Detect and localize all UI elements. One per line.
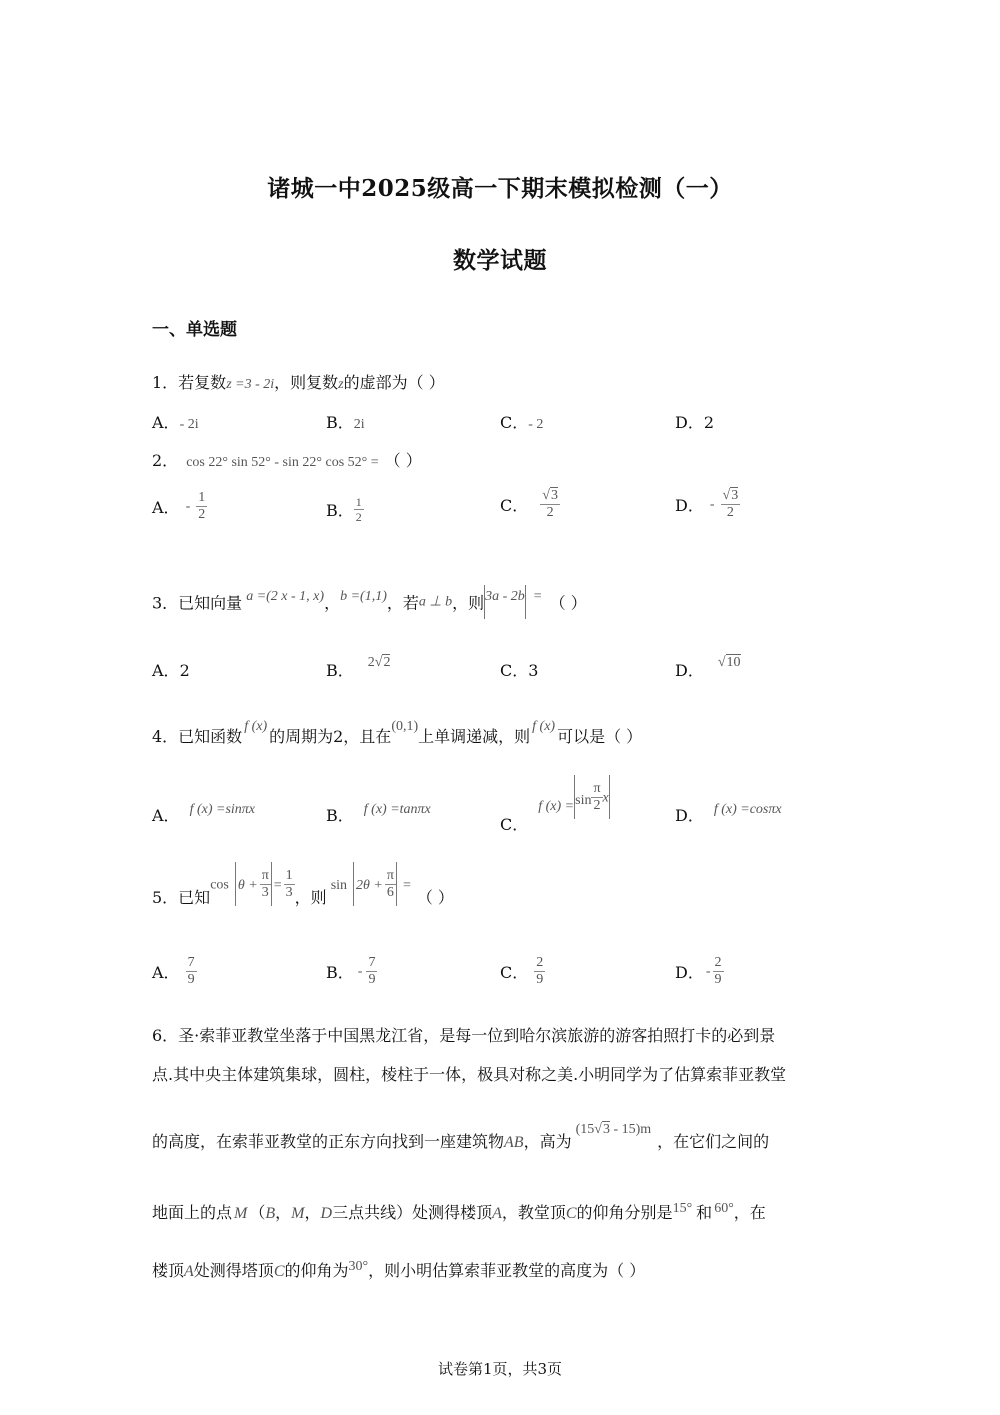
q1-var: z [338, 377, 344, 392]
question-4: 4．已知函数f (x)的周期为2，且在(0,1)上单调递减，则f (x)可以是（ ） [152, 719, 643, 746]
q5-option-d: D． - $\frac{2}{9}$ [675, 955, 722, 987]
q5-option-b: B． - $\frac{7}{9}$ [326, 955, 376, 987]
q1-option-d: D．2 [675, 413, 715, 432]
vector-b: b =(1,1) [340, 589, 387, 605]
question-3: 3．已知向量 a =(2 x - 1, x)，b =(1,1)，若a ⊥ b，则3a - 2b = （ ） [152, 585, 587, 619]
vector-a: a =(2 x - 1, x) [246, 589, 325, 605]
q2-option-b: B． $\frac{1}{2}$ [326, 495, 362, 524]
q1-mid: ，则复数 [274, 373, 339, 392]
q6-line-3: 的高度，在索菲亚教堂的正东方向找到一座建筑物AB，高为(15√3 - 15)m，在它们之间的 [152, 1122, 770, 1151]
q5-option-c: C． $\frac{2}{9}$ [500, 955, 544, 987]
q4-fx: f (x) [244, 719, 268, 734]
q4-option-a: A． f (x) =sinπx [152, 802, 256, 825]
q2-expr: cos 22° sin 52° - sin 22° cos 52° = [186, 455, 379, 470]
exam-title: 诸城一中2025级高一下期末模拟检测（一） [267, 175, 733, 202]
q6-line-4: 地面上的点 M （B，M，D三点共线）处测得楼顶A，教堂顶C的仰角分别是15° 和 60°，在 [152, 1201, 766, 1222]
page-footer: 试卷第1页，共3页 [437, 1360, 563, 1378]
q6-line-5: 楼顶A处测得塔顶C的仰角为30°，则小明估算索菲亚教堂的高度为（ ） [152, 1259, 646, 1280]
exam-subtitle: 数学试题 [453, 247, 547, 274]
q3-option-a: A．2 [152, 661, 190, 680]
q1-option-c: C．- 2 [500, 413, 544, 432]
q2-option-c: C． $\frac{√3}{2}$ [500, 488, 558, 520]
q2-option-d: D． - $\frac{√3}{2}$ [675, 488, 739, 520]
q1-expr: z =3 - 2i [226, 377, 275, 392]
q4-option-c: C．f (x) =sin $\frac{\pi}{2}$ x [500, 775, 610, 819]
q4-option-b: B． f (x) =tanπx [326, 802, 431, 825]
q1-option-b: B．2i [326, 413, 365, 432]
q6-line-1: 6．圣·索菲亚教堂坐落于中国黑龙江省，是每一位到哈尔滨旅游的游客拍照打卡的必到景 [152, 1026, 776, 1045]
q3-option-b: B． 2√2 [326, 655, 391, 680]
q2-option-a: A． - $\frac{1}{2}$ [152, 490, 206, 522]
q3-option-d: D． √10 [675, 655, 741, 680]
q3-option-c: C．3 [500, 661, 539, 680]
q1-suffix: 的虚部为（ ） [343, 373, 445, 392]
q1-prefix: 1．若复数 [152, 373, 227, 392]
section-heading: 一、单选题 [152, 320, 237, 340]
q5-option-a: A． $\frac{7}{9}$ [152, 955, 195, 987]
question-1 [152, 370, 445, 393]
question-2: 2． cos 22° sin 52° - sin 22° cos 52° = （ ） [152, 451, 422, 470]
q1-option-a: A．- 2i [152, 413, 199, 432]
question-5: 5．已知cos θ + $\frac{\pi}{3}$ = $\frac{1}{3}$ ，则sin 2θ + $\frac{\pi}{6}$ =（ ） [152, 862, 454, 906]
q4-option-d: D． f (x) =cosπx [675, 802, 782, 825]
q6-line-2: 点.其中央主体建筑集球，圆柱，棱柱于一体，极具对称之美.小明同学为了估算索菲亚教堂 [152, 1065, 787, 1084]
